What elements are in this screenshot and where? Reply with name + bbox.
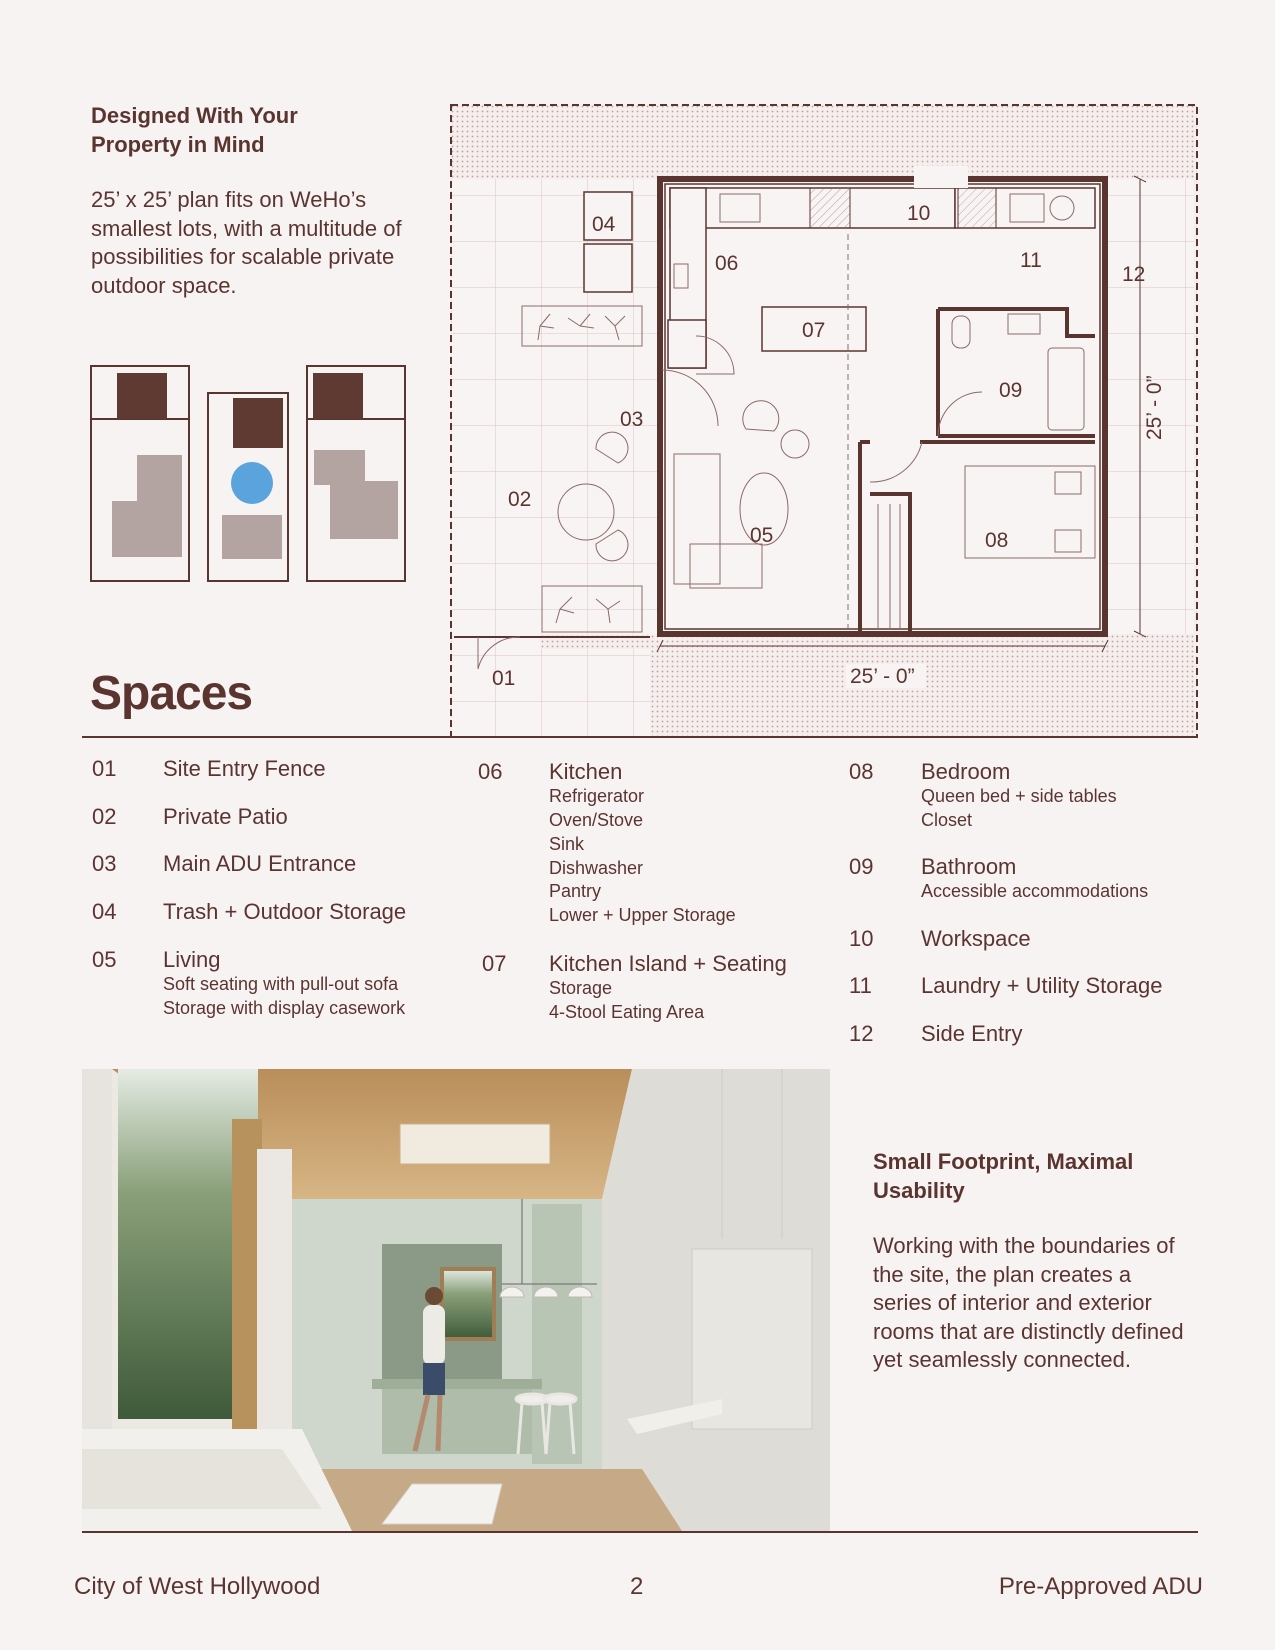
space-number: 08 (849, 759, 874, 784)
space-detail: Pantry (549, 881, 602, 901)
plan-label-04: 04 (592, 213, 616, 236)
space-name: Site Entry Fence (163, 756, 326, 781)
space-number: 05 (92, 947, 117, 972)
space-name: Bathroom (921, 854, 1017, 879)
space-detail: Sink (549, 834, 585, 854)
space-number: 02 (92, 804, 117, 829)
plan-label-10: 10 (907, 202, 931, 225)
space-name: Workspace (921, 926, 1031, 951)
interior-rendering (82, 1069, 830, 1531)
lot-diagram-2 (208, 393, 288, 581)
plan-label-01: 01 (492, 667, 516, 690)
page-number: 2 (630, 1573, 644, 1600)
space-detail: Queen bed + side tables (921, 786, 1117, 806)
space-detail: Refrigerator (549, 786, 645, 806)
plan-label-02: 02 (508, 488, 532, 511)
space-detail: Oven/Stove (549, 810, 644, 830)
space-detail: Storage (549, 978, 613, 998)
space-number: 04 (92, 899, 117, 924)
space-number: 09 (849, 854, 874, 879)
space-detail: Dishwasher (549, 858, 644, 878)
spaces-divider (82, 736, 1198, 738)
footer-divider (82, 1531, 1198, 1533)
plan-label-05: 05 (750, 524, 774, 547)
plan-label-03: 03 (620, 408, 644, 431)
plan-label-12: 12 (1122, 263, 1146, 286)
plan-label-07: 07 (802, 319, 826, 342)
space-number: 12 (849, 1021, 874, 1046)
space-name: Main ADU Entrance (163, 851, 357, 876)
space-number: 07 (482, 951, 507, 976)
space-name: Bedroom (921, 759, 1011, 784)
plan-dimension-horizontal: 25’ - 0” (850, 665, 915, 688)
spaces-title: Spaces (90, 667, 253, 720)
intro-heading: Designed With Your Property in Mind (91, 103, 298, 157)
space-detail: Soft seating with pull-out sofa (163, 974, 399, 994)
sidebar-body: Working with the boundaries of the site, the plan creates a series of interior and exterior rooms that are distinctly defined yet seamlessly connected. (873, 1233, 1184, 1372)
lot-diagram-1 (91, 366, 189, 581)
space-number: 06 (478, 759, 503, 784)
plan-label-08: 08 (985, 529, 1009, 552)
space-detail: Lower + Upper Storage (549, 905, 736, 925)
space-name: Living (163, 947, 221, 972)
plan-dimension-vertical: 25’ - 0” (1143, 375, 1166, 440)
plan-label-06: 06 (715, 252, 739, 275)
space-name: Laundry + Utility Storage (921, 973, 1163, 998)
plan-label-09: 09 (999, 379, 1023, 402)
space-name: Kitchen (549, 759, 623, 784)
space-detail: 4-Stool Eating Area (549, 1002, 705, 1022)
plan-label-11: 11 (1020, 249, 1042, 272)
sidebar-heading: Small Footprint, Maximal Usability (873, 1149, 1134, 1203)
lot-diagram-3 (307, 366, 405, 581)
space-number: 03 (92, 851, 117, 876)
space-detail: Accessible accommodations (921, 881, 1149, 901)
footer-city: City of West Hollywood (74, 1573, 321, 1600)
footer-document-title: Pre-Approved ADU (998, 1573, 1203, 1600)
space-name: Trash + Outdoor Storage (163, 899, 407, 924)
space-name: Kitchen Island + Seating (549, 951, 787, 976)
floor-plan (450, 104, 1198, 738)
space-number: 10 (849, 926, 874, 951)
space-number: 11 (849, 973, 872, 998)
space-name: Side Entry (921, 1021, 1023, 1046)
intro-body: 25’ x 25’ plan fits on WeHo’s smallest lots, with a multitude of possibilities for scalable private outdoor space. (91, 187, 402, 298)
space-number: 01 (92, 756, 117, 781)
lot-configuration-diagram (90, 365, 410, 585)
space-name: Private Patio (163, 804, 288, 829)
space-detail: Closet (921, 810, 973, 830)
space-detail: Storage with display casework (163, 998, 406, 1018)
